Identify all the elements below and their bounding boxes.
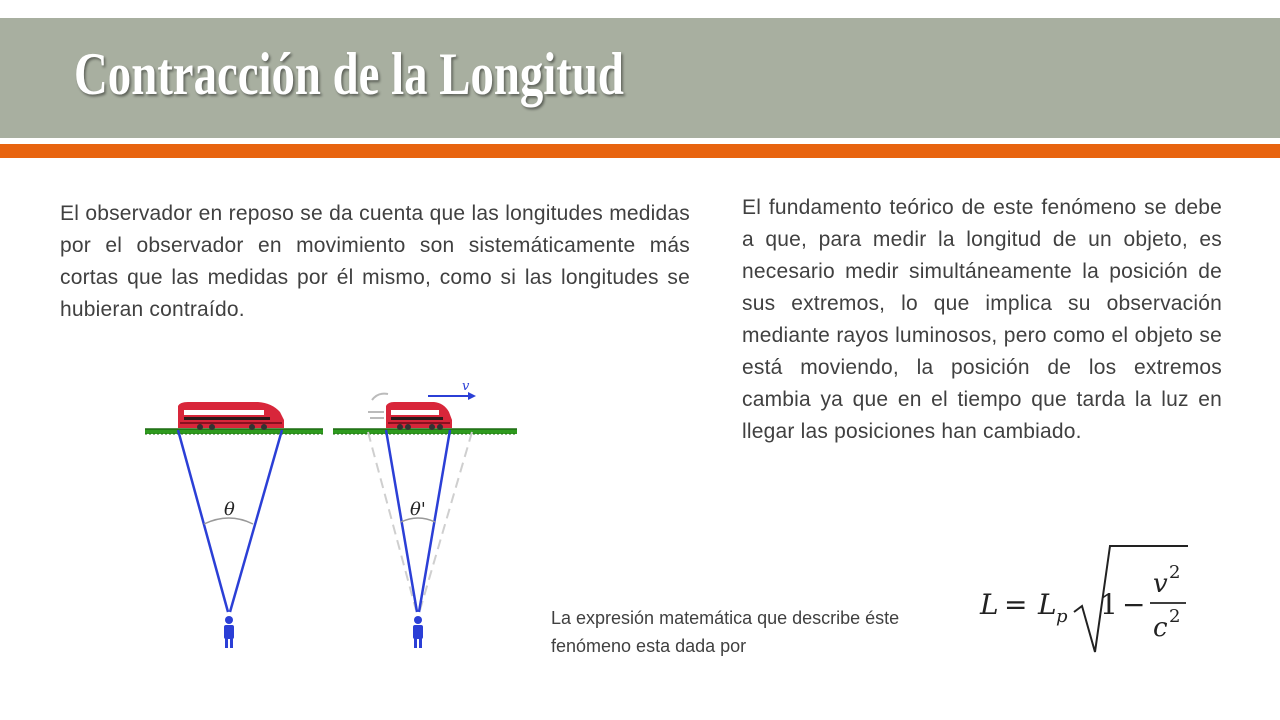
slide-title: Contracción de la Longitud: [74, 41, 624, 107]
motion-lines: [368, 394, 388, 418]
rays-right: [386, 430, 450, 612]
ground-right: [333, 429, 517, 434]
formula-caption: La expresión matemática que describe éste fenómeno esta dada por: [551, 608, 900, 656]
train-right: [386, 402, 452, 430]
formula-proper-length: L: [1038, 588, 1057, 621]
angle-theta-prime-label: θ': [410, 499, 426, 520]
formula-equals: =: [1004, 588, 1028, 621]
formula-denominator-c: c: [1153, 613, 1168, 643]
length-contraction-diagram: [140, 370, 540, 660]
rest-scene: [145, 402, 323, 648]
formula-lhs: L: [980, 588, 999, 621]
observer-left: [224, 616, 234, 648]
formula-numerator-exp: 2: [1169, 562, 1181, 583]
train-left: [178, 402, 284, 430]
left-paragraph: El observador en reposo se da cuenta que las longitudes medidas por el observador en movimiento son sistemáticamente más cortas que las medidas por él mismo, como si las longitudes se hubieran contraído.: [60, 202, 690, 321]
velocity-label: v: [462, 379, 470, 394]
formula-numerator-v: v: [1153, 569, 1168, 599]
length-contraction-formula: [950, 540, 1210, 665]
dashed-rays: [368, 432, 472, 610]
formula-one: 1: [1100, 588, 1118, 621]
ground-left: [145, 429, 323, 434]
rays-left: [178, 430, 282, 612]
observer-right: [413, 616, 423, 648]
formula-denominator-exp: 2: [1169, 606, 1181, 627]
right-paragraph: El fundamento teórico de este fenómeno se debe a que, para medir la longitud de un objeto, es necesario medir simultáneamente la posición de sus extremos, lo que implica su observación mediante rayos luminosos, pero como el objeto se está moviendo, la posición de los extremos cambia ya que en el tiempo que tarda la luz en llegar las posiciones han cambiado.: [742, 196, 1222, 443]
formula-minus: −: [1122, 588, 1146, 621]
moving-scene: [333, 379, 517, 648]
formula-proper-subscript: p: [1056, 606, 1068, 627]
accent-bar: [0, 144, 1280, 158]
angle-theta-label: θ: [224, 499, 235, 520]
